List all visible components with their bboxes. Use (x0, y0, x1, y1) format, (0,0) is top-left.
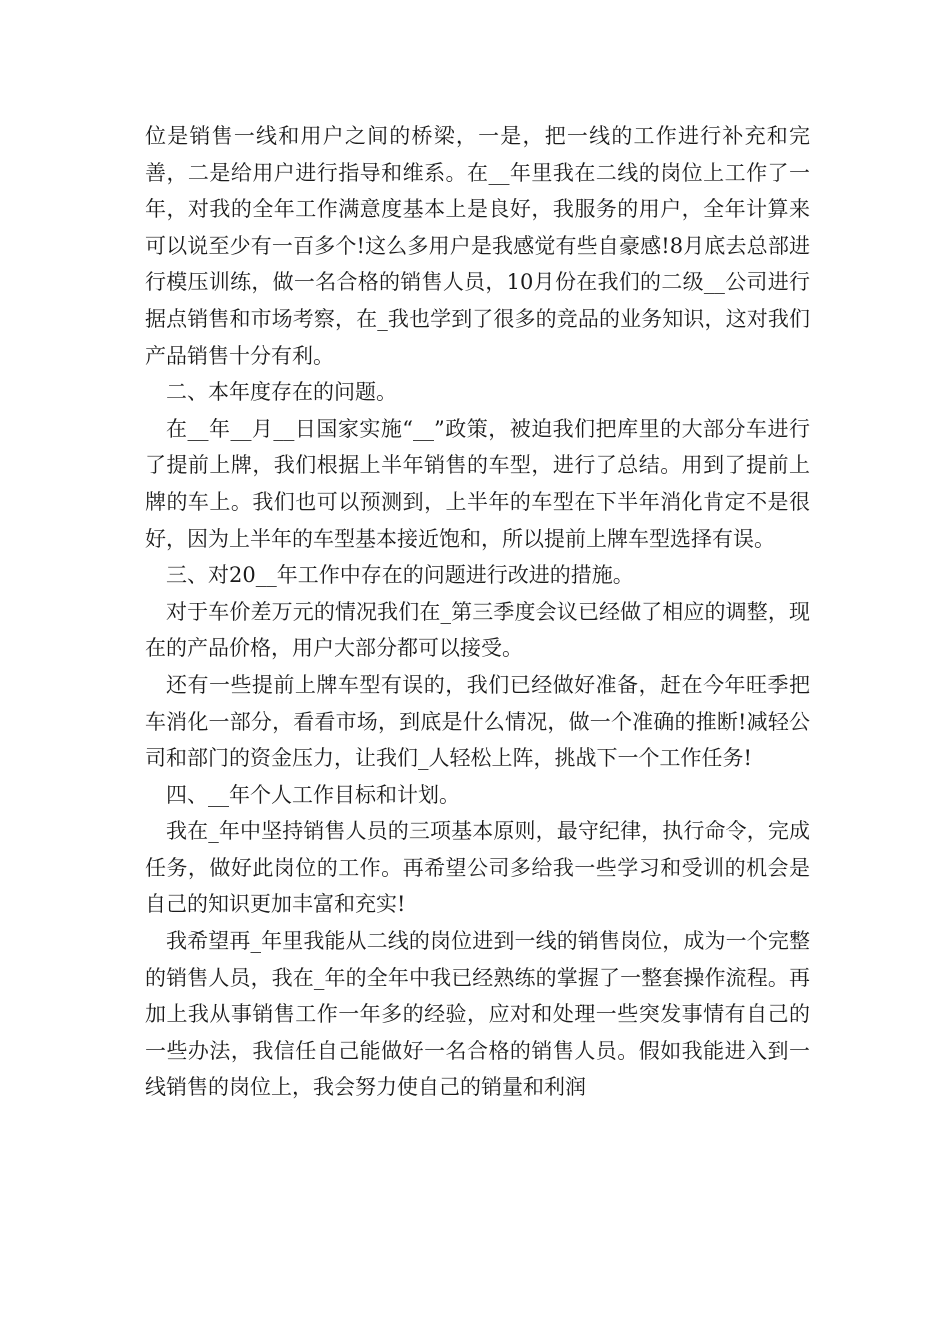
paragraph-intro: 位是销售一线和用户之间的桥梁，一是，把一线的工作进行补充和完善，二是给用户进行指导和维系。在__年里我在二线的岗位上工作了一年，对我的全年工作满意度基本上是良好，我服务的用户，全年计算来可以说至少有一百多个!这么多用户是我感觉有些自豪感!8月底去总部进行模压训练，做一名合格的销售人员，10月份在我们的二级__公司进行据点销售和市场考察，在_我也学到了很多的竞品的业务知识，这对我们产品销售十分有利。 (145, 124, 810, 368)
section-heading-4: 四、__年个人工作目标和计划。 (166, 782, 460, 807)
paragraph-inventory-plan: 还有一些提前上牌车型有误的，我们已经做好准备，赶在今年旺季把车消化一部分，看看市场，到底是什么情况，做一个准确的推断!减轻公司和部门的资金压力，让我们_人轻松上阵，挑战下一个工作任务! (145, 672, 810, 771)
document-page (145, 118, 810, 1106)
paragraph-price-adjustment: 对于车价差万元的情况我们在_第三季度会议已经做了相应的调整，现在的产品价格，用户大部分都可以接受。 (145, 599, 810, 661)
section-heading-3: 三、对20__年工作中存在的问题进行改进的措施。 (166, 563, 634, 588)
paragraph-principles: 我在_年中坚持销售人员的三项基本原则，最守纪律，执行命令，完成任务，做好此岗位的工作。再希望公司多给我一些学习和受训的机会是自己的知识更加丰富和充实! (145, 819, 810, 917)
section-heading-2: 二、本年度存在的问题。 (166, 380, 397, 405)
paragraph-goals: 我希望再_年里我能从二线的岗位进到一线的销售岗位，成为一个完整的销售人员，我在_年的全年中我已经熟练的掌握了一整套操作流程。再加上我从事销售工作一年多的经验，应对和处理一些突发事情有自己的一些办法，我信任自己能做好一名合格的销售人员。假如我能进入到一线销售的岗位上，我会努力使自己的销量和利润 (145, 929, 810, 1100)
paragraph-policy: 在__年__月__日国家实施“__”政策，被迫我们把库里的大部分车进行了提前上牌，我们根据上半年销售的车型，进行了总结。用到了提前上牌的车上。我们也可以预测到，上半年的车型在下半年消化肯定不是很好，因为上半年的车型基本接近饱和，所以提前上牌车型选择有误。 (145, 416, 810, 551)
